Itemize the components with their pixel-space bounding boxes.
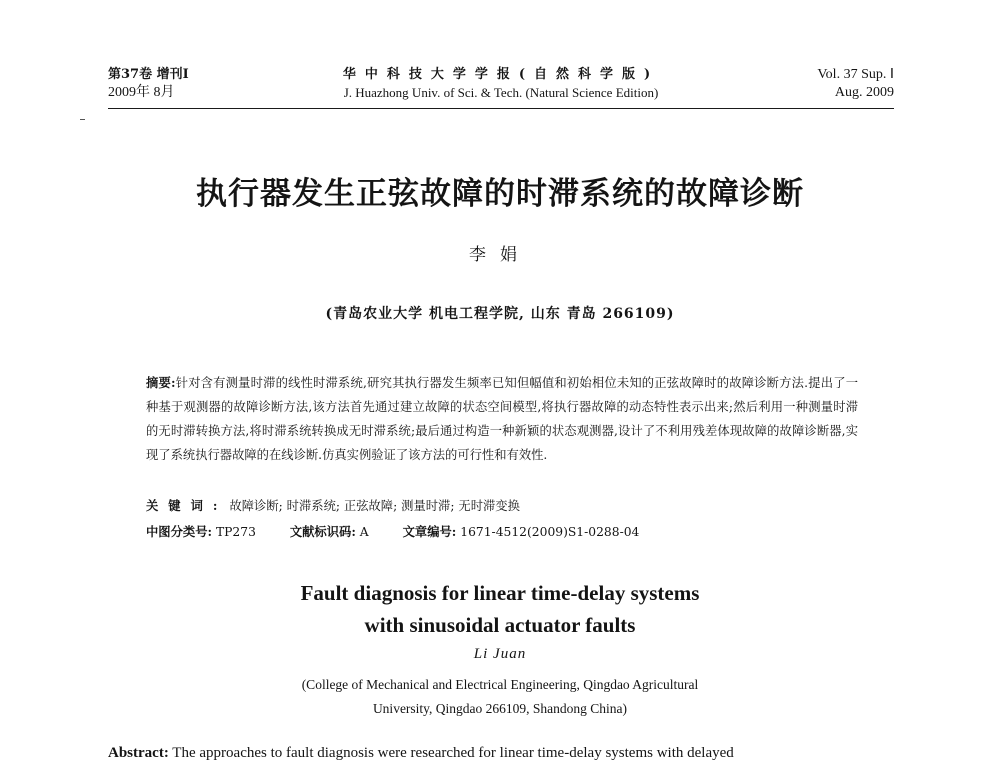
affiliation-en-line2: University, Qingdao 266109, Shandong China): [372, 701, 628, 716]
header-rule: [108, 108, 894, 109]
keywords-cn: [146, 497, 520, 515]
volume-cn: 第37卷 增刊Ⅰ: [108, 67, 189, 82]
abstract-en-text: The approaches to fault diagnosis were researched for linear time-delay systems with delayed: [168, 745, 734, 760]
paper-title-en: [0, 577, 1000, 641]
doc-code-value: A: [359, 525, 369, 539]
abstract-cn-label: 摘要:: [146, 375, 176, 390]
date-en: Aug. 2009: [834, 85, 894, 100]
affiliation-en-line1: (College of Mechanical and Electrical Engineering, Qingdao Agricultural: [301, 677, 699, 692]
paper-title-cn: 执行器发生正弦故障的时滞系统的故障诊断: [196, 176, 804, 212]
abstract-en-label: Abstract:: [108, 745, 169, 760]
doc-code-label: 文献标识码:: [289, 524, 356, 539]
affiliation-cn: (青岛农业大学 机电工程学院, 山东 青岛 266109): [325, 306, 675, 322]
article-number-value: 1671-4512(2009)S1-0288-04: [460, 525, 640, 539]
header-volume-info: [817, 66, 894, 102]
affiliation-en: [0, 673, 1000, 721]
paper-title-en-line1: Fault diagnosis for linear time-delay systems: [300, 581, 700, 605]
header-journal-name: [108, 66, 894, 102]
author-cn: 李娟: [469, 245, 531, 265]
volume-en: Vol. 37 Sup. Ⅰ: [817, 67, 894, 82]
journal-header: [108, 66, 894, 114]
keywords-label: 关键词:: [146, 498, 228, 513]
article-number-label: 文章编号:: [402, 524, 457, 539]
clc-label: 中图分类号:: [146, 524, 213, 539]
margin-mark: [80, 119, 85, 120]
abstract-cn: [146, 371, 858, 467]
keywords-text: 故障诊断; 时滞系统; 正弦故障; 测量时滞; 无时滞变换: [229, 499, 520, 513]
paper-title-en-line2: with sinusoidal actuator faults: [364, 613, 636, 637]
abstract-cn-text: 针对含有测量时滞的线性时滞系统,研究其执行器发生频率已知但幅值和初始相位未知的正弦故障时的故障诊断方法.提出了一种基于观测器的故障诊断方法,该方法首先通过建立故障的状态空间模型,将执行器故障的动态特性表示出来;然后利用一种测量时滞的无时滞转换方法,将时滞系统转换成无时滞系统;最后通过构造一种新颖的状态观测器,设计了不利用残差体现故障的故障诊断器,实现了系统执行器故障的在线诊断.仿真实例验证了该方法的可行性和有效性.: [146, 376, 858, 462]
journal-name-en: J. Huazhong Univ. of Sci. & Tech. (Natural Science Edition): [343, 85, 659, 100]
abstract-en: [108, 743, 908, 760]
journal-name-cn: 华中科技大学学报(自然科学版): [342, 67, 660, 82]
clc-value: TP273: [215, 525, 256, 539]
author-en: Li Juan: [473, 646, 527, 662]
date-cn: 2009年 8月: [108, 85, 175, 100]
classification-line: [146, 523, 639, 541]
